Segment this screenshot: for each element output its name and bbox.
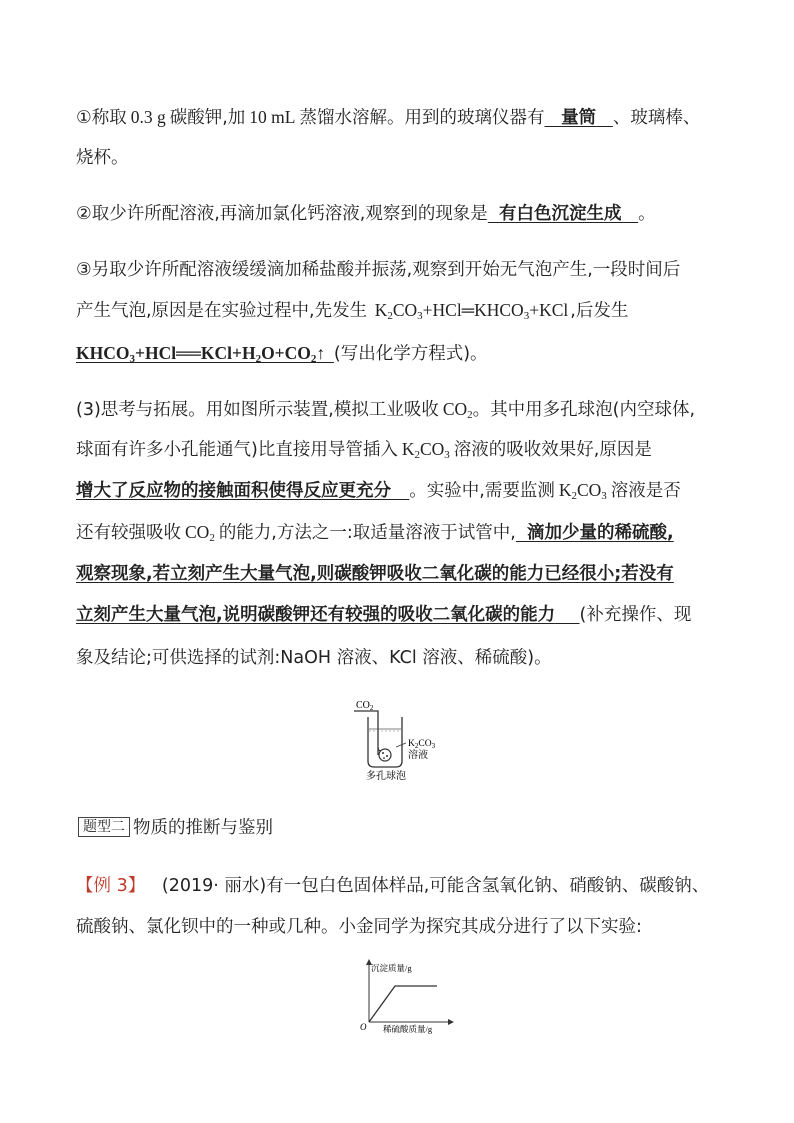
x-axis-label: 稀硫酸质量/g bbox=[383, 1024, 433, 1034]
part3-line1: (3)思考与拓展。用如图所示装置,模拟工业吸收 $CO_2$。其中用多孔球泡(内空球体, bbox=[76, 399, 696, 421]
section-title: 物质的推断与鉴别 bbox=[133, 818, 273, 838]
solution-label: $K_2CO_3$ bbox=[408, 739, 436, 750]
section-heading bbox=[78, 816, 273, 840]
step3-line1: ③另取少许所配溶液缓缓滴加稀盐酸并振荡,观察到开始无气泡产生,一段时间后 bbox=[76, 260, 681, 280]
precipitate-curve bbox=[369, 986, 437, 1022]
answer-equation: $KHCO_3+HCl══KCl+H_2O+CO_2↑$ bbox=[76, 343, 334, 365]
origin-label: O bbox=[360, 1022, 367, 1032]
y-axis-label: 沉淀质量/g bbox=[371, 963, 412, 973]
gas-tube bbox=[354, 711, 378, 755]
part3-line5: 观察现象,若立刻产生大量气泡,则碳酸钾吸收二氧化碳的能力已经很小;若没有 bbox=[76, 564, 674, 584]
step1-line1: ①称取 0.3 g 碳酸钾,加 10 mL 蒸馏水溶解。用到的玻璃仪器有 量筒 、玻璃棒、 bbox=[76, 107, 701, 128]
solution-label-2: 溶液 bbox=[408, 750, 428, 761]
equation-1: $K_2CO_3+HCl═KHCO_3+KCl$ bbox=[374, 300, 569, 322]
part3-line2: 球面有许多小孔能通气)比直接用导管插入 $K_2CO_3$ 溶液的吸收效果好,原因是 bbox=[76, 439, 652, 461]
example-label: 【例 3】 bbox=[76, 876, 146, 896]
example-line1: 【例 3】 (2019· 丽水)有一包白色固体样品,可能含氢氧化钠、硝酸钠、碳酸钠、 bbox=[76, 876, 710, 896]
part3-line7: 象及结论;可供选择的试剂:NaOH 溶液、KCl 溶液、稀硫酸)。 bbox=[76, 648, 552, 668]
section-tag: 题型二 bbox=[78, 817, 130, 837]
answer-blank: 有白色沉淀生成 bbox=[498, 204, 622, 224]
step2-line: ②取少许所配溶液,再滴加氯化钙溶液,观察到的现象是 有白色沉淀生成 。 bbox=[76, 204, 656, 224]
step1-line2: 烧杯。 bbox=[76, 148, 129, 168]
answer-blank: 量筒 bbox=[561, 108, 597, 128]
part3-line6: 立刻产生大量气泡,说明碳酸钾还有较强的吸收二氧化碳的能力 (补充操作、现 bbox=[76, 605, 692, 625]
step3-line3: $KHCO_3+HCl══KCl+H_2O+CO_2↑$ (写出化学方程式)。 bbox=[76, 343, 488, 365]
precipitate-graph-figure bbox=[355, 958, 455, 1036]
answer-blank: 增大了反应物的接触面积使得反应更充分 bbox=[76, 481, 391, 501]
absorption-apparatus-figure bbox=[350, 695, 460, 785]
co2-formula: $CO_2$ bbox=[442, 399, 473, 421]
bubbler-caption: 多孔球泡 bbox=[366, 771, 406, 782]
example-line2: 硫酸钠、氯化钡中的一种或几种。小金同学为探究其成分进行了以下实验: bbox=[76, 917, 642, 937]
part3-line4: 还有较强吸收 $CO_2$ 的能力,方法之一:取适量溶液于试管中, 滴加少量的稀硫酸, bbox=[76, 522, 674, 544]
gas-label: $CO_2$ bbox=[356, 700, 374, 712]
step3-line2: 产生气泡,原因是在实验过程中,先发生 $K_2CO_3+HCl═KHCO_3+KCl$ ,后发生 bbox=[76, 300, 629, 322]
part3-line3: 增大了反应物的接触面积使得反应更充分 。实验中,需要监测 $K_2CO_3$ 溶液是否 bbox=[76, 480, 681, 502]
